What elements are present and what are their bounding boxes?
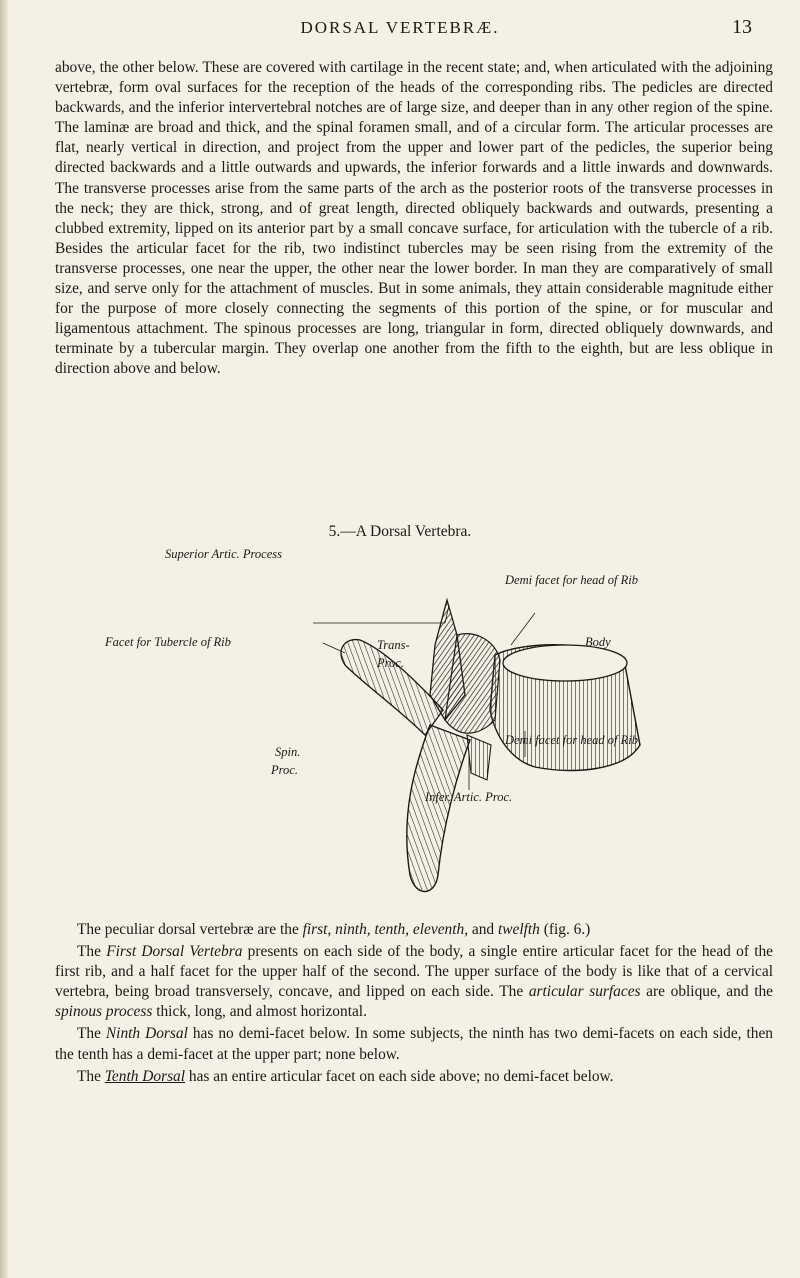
top-paragraph bbox=[55, 58, 773, 380]
paragraph-peculiar: The peculiar dorsal vertebræ are the first, ninth, tenth, eleventh, and twelfth (fig. 6.) bbox=[77, 921, 591, 938]
body-top-surface bbox=[503, 645, 627, 681]
label-spin-proc: Proc. bbox=[271, 763, 298, 777]
label-proc: Proc. bbox=[377, 656, 404, 670]
vertebra-illustration bbox=[195, 545, 665, 915]
page-edge bbox=[0, 0, 8, 1278]
paragraph-tenth-dorsal: The Tenth Dorsal has an entire articular facet on each side above; no demi-facet below. bbox=[77, 1067, 614, 1085]
vertebra-figure bbox=[105, 545, 665, 915]
figure-caption: 5.—A Dorsal Vertebra. bbox=[328, 523, 472, 540]
spinous-process-shape bbox=[407, 725, 470, 892]
label-demi-facet-top: Demi facet for head of Rib bbox=[505, 573, 638, 587]
paragraph-text: above, the other below. These are covered with cartilage in the recent state; and, when articulated with the adjoining vertebræ, form oval surfaces for the reception of the heads of the corresponding ribs. The pedicles are directed backwards, and the inferior intervertebral notches are of large size, and deeper than in any other region of the spine. The laminæ are broad and thick, and the spinal foramen small, and of a circular form. The articular processes are flat, nearly vertical in direction, and project from the upper and lower part of the pedicles, the superior being directed backwards and a little outwards and upwards, the inferior forwards and a little inwards and downwards. The transverse processes arise from the same parts of the arch as the posterior roots of the transverse processes in the neck; they are thick, strong, and of great length, directed obliquely backwards and outwards, presenting a clubbed extremity, lipped on its anterior part by a small concave surface, for articulation with the tubercle of a rib. Besides the articular facet for the rib, two indistinct tubercles may be seen rising from the extremity of the transverse processes, one near the upper, the other near the lower border. In man they are comparatively of small size, and serve only for the attachment of muscles. But in some animals, they attain considerable magnitude either for the purpose of more closely connecting the segments of this portion of the spine, or for muscular and ligamentous attachment. The spinous processes are long, triangular in form, directed obliquely downwards, and terminate by a tubercular margin. They overlap one another from the fifth to the eighth, but are less oblique in direction above and below. bbox=[55, 59, 773, 378]
bottom-text bbox=[55, 920, 773, 1089]
label-infer-artic-proc: Infer. Artic. Proc. bbox=[425, 790, 513, 804]
paragraph-first-dorsal: The First Dorsal Vertebra presents on each side of the body, a single entire articular facet for the head of the first rib, and a half facet for the upper half of the second. The upper surface of the body is like that of a cervical vertebra, being broad transversely, concave, and lipped on each side. The articular surfaces are oblique, and the spinous process thick, long, and almost horizontal. bbox=[55, 943, 774, 1021]
label-facet-tubercle: Facet for Tubercle of Rib bbox=[105, 635, 231, 649]
transverse-process-shape bbox=[341, 640, 443, 735]
label-body: Body bbox=[585, 635, 611, 649]
label-trans: Trans- bbox=[377, 638, 410, 652]
inferior-process-shape bbox=[467, 735, 491, 780]
label-demi-facet-bottom: Demi facet for head of Rib bbox=[505, 733, 638, 747]
paragraph-ninth-dorsal: The Ninth Dorsal has no demi-facet below. In some subjects, the ninth has two demi-facets on each side, then the tenth has a demi-facet at the upper part; none below. bbox=[55, 1025, 773, 1063]
label-superior-artic-process: Superior Artic. Process bbox=[165, 547, 283, 561]
running-title: DORSAL VERTEBRÆ. bbox=[300, 18, 500, 37]
page-number: 13 bbox=[732, 16, 752, 38]
label-spin: Spin. bbox=[275, 745, 301, 759]
